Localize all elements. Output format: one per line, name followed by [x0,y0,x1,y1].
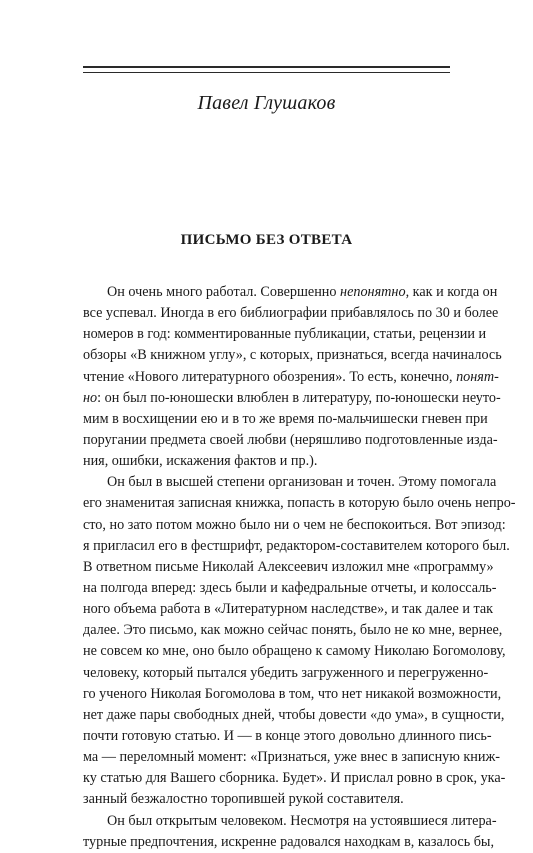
text-segment: Он был в высшей степени организован и точен. Этому помогала [107,474,497,491]
text-line [83,515,506,536]
text-line [83,324,487,345]
italic-text: но [83,389,98,406]
text-segment: Он был открытым человеком. Несмотря на устоявшиеся литера- [107,812,497,829]
article-title: ПИСЬМО БЕЗ ОТВЕТА [180,232,353,248]
text-segment: Он очень много работал. Совершенно [107,284,341,300]
text-line [83,557,494,578]
text-segment: турные предпочтения, искренне радовался находкам в, казалось бы, [83,833,495,850]
text-line [83,430,498,451]
header-rule-thick [83,66,450,68]
text-segment: мим в восхищении ею и в то же время по-мальчишески гневен при [83,410,488,427]
text-segment: : он был по-юношески влюблен в литературу, по-юношески неуто- [97,389,501,406]
italic-text: непонятно [340,284,406,300]
text-segment: занный безжалостно торопившей рукой составителя. [83,791,404,808]
text-line [83,684,502,705]
text-line [83,282,498,303]
text-segment: его знаменитая записная книжка, попасть в которую было очень непро- [83,495,516,512]
text-segment: поругании предмета своей любви (неряшливо подготовленные изда- [83,431,498,448]
text-segment: обзоры «В книжном углу», с которых, признаться, всегда начиналось [83,347,502,364]
text-segment: В ответном письме Николай Алексеевич изложил мне «программу» [83,558,494,575]
text-line [83,536,510,557]
text-line [83,705,505,726]
header-rule-thin [83,72,450,73]
text-segment: все успевал. Иногда в его библиографии прибавлялось по 30 и более [83,305,499,322]
text-segment: ку статью для Вашего сборника. Будет». И прислал ровно в срок, ука- [83,770,506,787]
text-line [83,599,494,620]
text-line [83,768,506,789]
article-body [83,282,516,853]
text-segment: ного объема работа в «Литературном наследстве», и так далее и так [83,601,494,618]
text-line [83,811,497,832]
text-segment: не совсем ко мне, оно было обращено к самому Николаю Богомолову, [83,643,506,660]
text-line [83,388,501,409]
text-line [83,726,492,747]
text-segment: я пригласил его в фестшрифт, редактором-составителем которого был. [83,537,510,554]
text-line [83,620,503,641]
italic-text: понят- [456,368,499,385]
text-segment: номеров в год: комментированные публикации, статьи, рецензии и [83,326,487,343]
text-line [83,493,516,514]
text-segment: нет даже пары свободных дней, чтобы довести «до ума», в сущности, [83,706,505,723]
text-segment: чтение «Нового литературного обозрения». То есть, конечно, [83,368,457,385]
text-segment: ма — переломный момент: «Признаться, уже внес в записную книж- [83,749,501,766]
text-line [83,832,495,853]
text-segment: далее. Это письмо, как можно сейчас понять, было не ко мне, вернее, [83,622,503,639]
text-line [83,303,499,324]
text-segment: , как и когда он [405,284,498,300]
text-line [83,663,489,684]
text-line [83,747,501,768]
text-segment: почти готовую статью. И — в конце этого довольно длинного пись- [83,727,492,744]
text-segment: сто, но зато потом можно было ни о чем не беспокоиться. Вот эпизод: [83,516,506,533]
text-line [83,367,499,388]
text-line [83,641,506,662]
text-segment: го ученого Николая Богомолова в том, что нет никакой возможности, [83,685,502,702]
text-line [83,578,497,599]
text-segment: ния, ошибки, искажения фактов и пр.). [83,453,318,470]
text-segment: человеку, который пытался убедить загруженного и перегруженно- [83,664,489,681]
running-head-author: Павел Глушаков [197,92,336,114]
text-line [83,345,502,366]
text-segment: на полгода вперед: здесь были и кафедральные отчеты, и колоссаль- [83,579,497,596]
text-line [83,789,450,810]
text-line [83,472,497,493]
text-line [83,409,488,430]
text-line [83,451,450,472]
